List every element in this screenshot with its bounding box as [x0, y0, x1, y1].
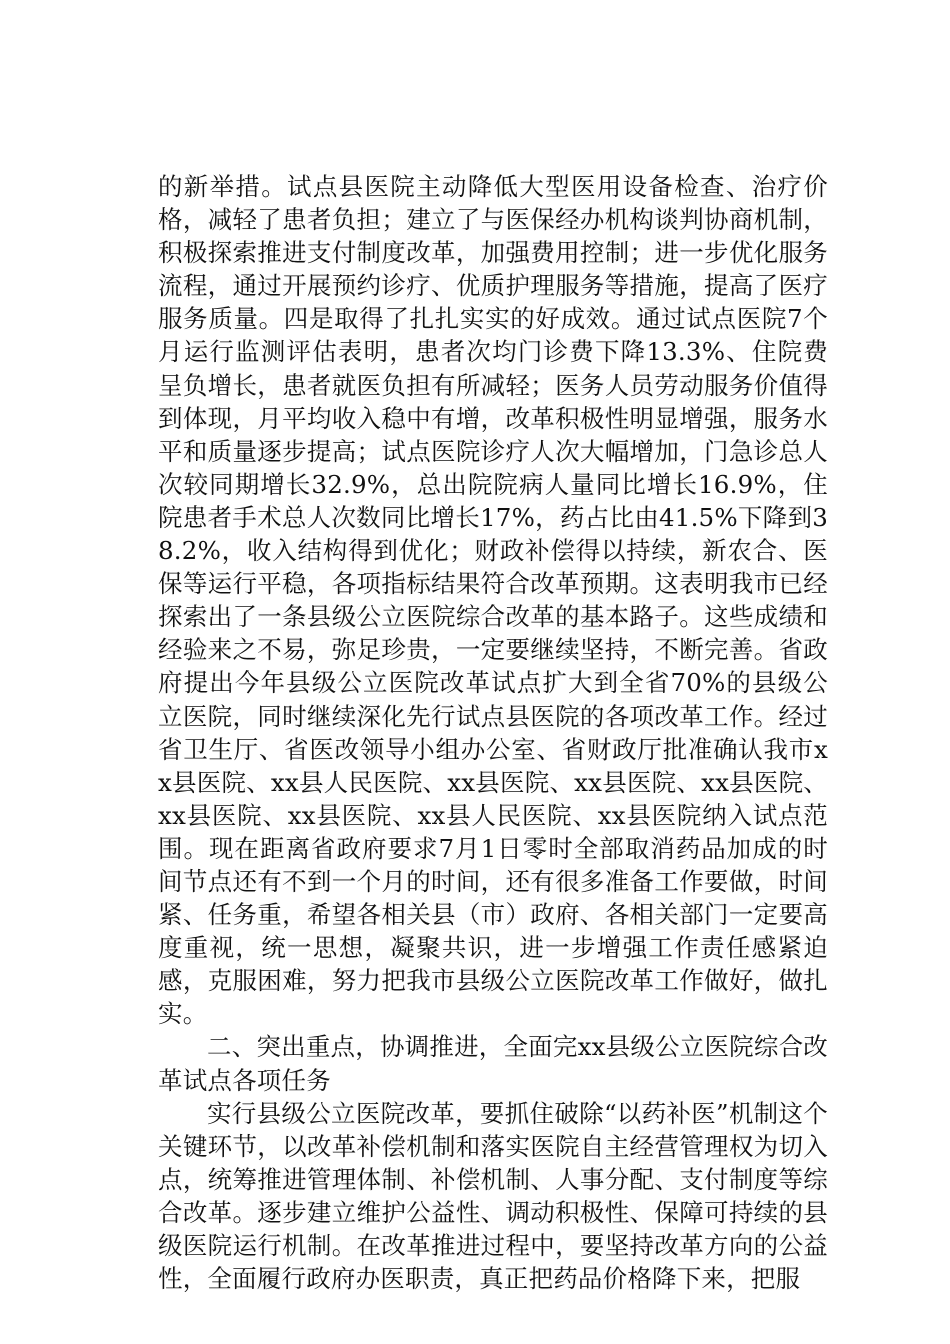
document-body: [158, 170, 828, 1295]
paragraph-reform-results: 的新举措。试点县医院主动降低大型医用设备检查、治疗价格，减轻了患者负担；建立了与医保经办机构谈判协商机制，积极探索推进支付制度改革，加强费用控制；进一步优化服务流程，通过开展预约诊疗、优质护理服务等措施，提高了医疗服务质量。四是取得了扎扎实实的好成效。通过试点医院7个月运行监测评估表明，患者次均门诊费下降13.3%、住院费呈负增长，患者就医负担有所减轻；医务人员劳动服务价值得到体现，月平均收入稳中有增，改革积极性明显增强，服务水平和质量逐步提高；试点医院诊疗人次大幅增加，门急诊总人次较同期增长32.9%，总出院院病人量同比增长16.9%，住院患者手术总人次数同比增长17%，药占比由41.5%下降到38.2%，收入结构得到优化；财政补偿得以持续，新农合、医保等运行平稳，各项指标结果符合改革预期。这表明我市已经探索出了一条县级公立医院综合改革的基本路子。这些成绩和经验来之不易，弥足珍贵，一定要继续坚持，不断完善。省政府提出今年县级公立医院改革试点扩大到全省70%的县级公立医院，同时继续深化先行试点县医院的各项改革工作。经过省卫生厅、省医改领导小组办公室、省财政厅批准确认我市xx县医院、xx县人民医院、xx县医院、xx县医院、xx县医院、xx县医院、xx县医院、xx县人民医院、xx县医院纳入试点范围。现在距离省政府要求7月1日零时全部取消药品加成的时间节点还有不到一个月的时间，还有很多准备工作要做，时间紧、任务重，希望各相关县（市）政府、各相关部门一定要高度重视，统一思想，凝聚共识，进一步增强工作责任感紧迫感，克服困难，努力把我市县级公立医院改革工作做好，做扎实。: [158, 172, 828, 1029]
paragraph-reform-approach: 实行县级公立医院改革，要抓住破除“以药补医”机制这个关键环节，以改革补偿机制和落实医院自主经营管理权为切入点，统筹推进管理体制、补偿机制、人事分配、支付制度等综合改革。逐步建立维护公益性、调动积极性、保障可持续的县级医院运行机制。在改革推进过程中，要坚持改革方向的公益性，全面履行政府办医职责，真正把药品价格降下来，把服: [158, 1098, 828, 1294]
section-heading-two: 二、突出重点，协调推进，全面完xx县级公立医院综合改革试点各项任务: [158, 1032, 828, 1095]
